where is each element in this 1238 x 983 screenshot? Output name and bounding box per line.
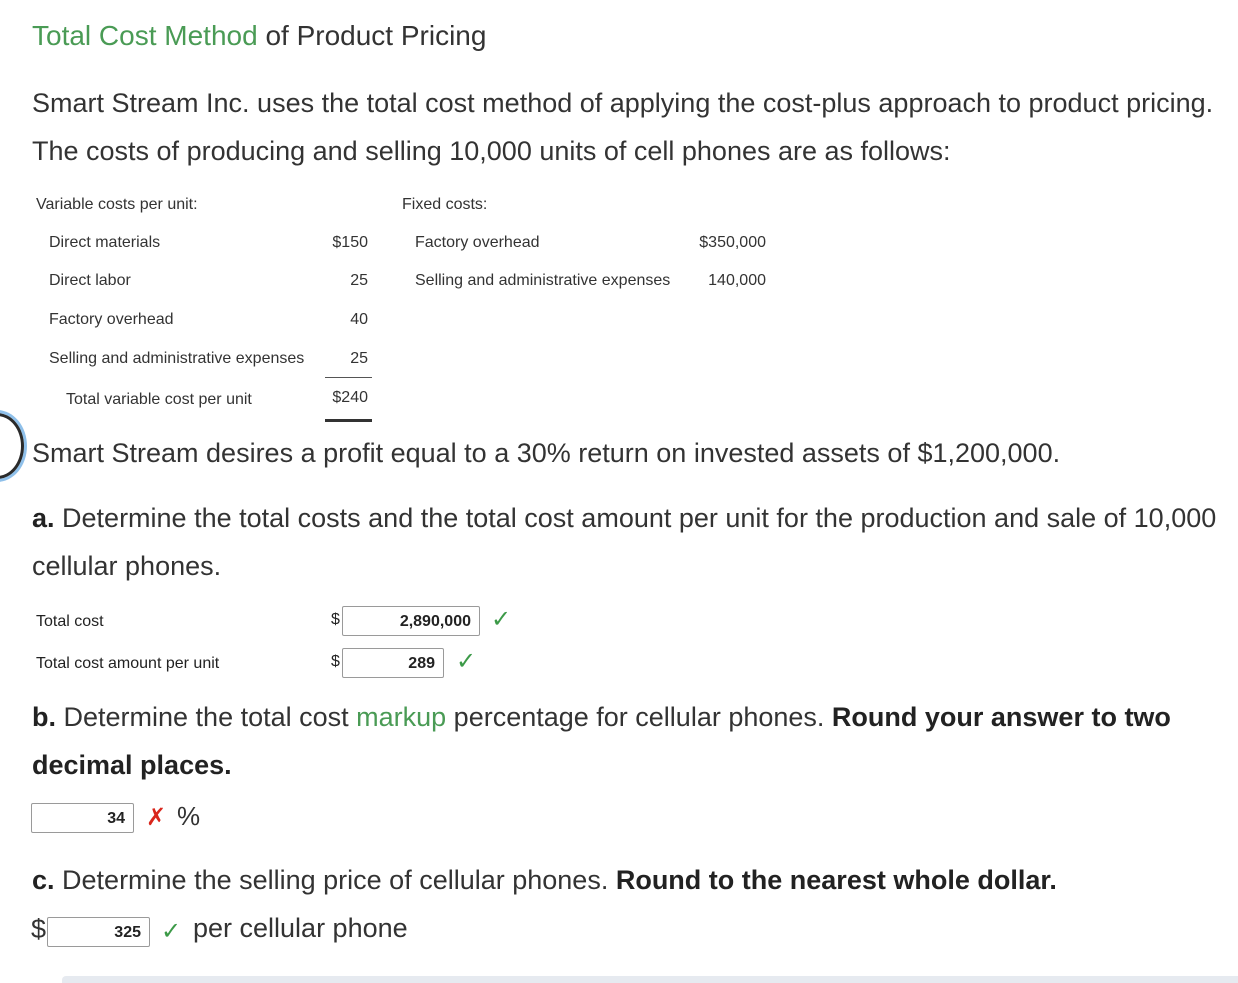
side-tab-handle[interactable]: [0, 413, 24, 479]
title-highlight: Total Cost Method: [32, 20, 258, 51]
cost-per-unit-label: Total cost amount per unit: [36, 655, 220, 672]
page-title: [32, 18, 486, 54]
variable-row-value: 40: [350, 311, 368, 328]
variable-total-value: $240: [332, 389, 368, 406]
variable-row-label: Direct materials: [49, 234, 161, 251]
cost-per-unit-input[interactable]: 289: [342, 648, 444, 678]
part-a-text: Determine the total costs and the total cost amount per unit for the production and sale of 10,000 cellular phones.: [32, 503, 1217, 581]
check-icon: ✓: [456, 648, 477, 675]
variable-total-label: Total variable cost per unit: [66, 391, 252, 408]
markup-percentage-input[interactable]: 34: [31, 803, 134, 833]
part-c-text: Determine the selling price of cellular phones.: [54, 865, 616, 895]
currency-symbol: $: [31, 914, 47, 944]
part-c-question: [32, 856, 1222, 904]
part-c-letter: c.: [32, 865, 55, 895]
fixed-row-label: Factory overhead: [415, 234, 540, 251]
fixed-row-label: Selling and administrative expenses: [415, 272, 671, 289]
variable-row-value: 25: [350, 350, 368, 367]
fixed-row-value: 140,000: [708, 272, 766, 289]
percent-symbol: %: [177, 801, 201, 831]
total-cost-input[interactable]: 2,890,000: [342, 606, 480, 636]
bottom-panel-edge: [62, 976, 1238, 983]
variable-row-label: Direct labor: [49, 272, 131, 289]
part-b-question: [32, 693, 1222, 789]
check-icon: ✓: [161, 918, 182, 945]
intro-paragraph: Smart Stream Inc. uses the total cost method of applying the cost-plus approach to product pricing. The costs of producing and selling 10,000 units of cell phones are as follows:: [32, 88, 1214, 166]
fixed-row-value: $350,000: [699, 234, 766, 251]
cross-icon: ✗: [146, 804, 167, 831]
variable-row-label: Factory overhead: [49, 311, 174, 328]
part-c-instruction: Round to the nearest whole dollar.: [615, 865, 1057, 895]
variable-row-value: 25: [350, 272, 368, 289]
total-double-rule: [325, 419, 372, 422]
check-icon: ✓: [491, 606, 512, 633]
part-b-instruction: Round your answer to two decimal places.: [32, 702, 1171, 780]
per-unit-text: per cellular phone: [193, 913, 408, 943]
part-a-question: [32, 494, 1222, 590]
profit-paragraph: Smart Stream desires a profit equal to a 30% return on invested assets of $1,200,000.: [32, 438, 1061, 468]
title-rest: of Product Pricing: [257, 20, 487, 51]
variable-costs-header: Variable costs per unit:: [36, 196, 198, 213]
part-b-text-2: percentage for cellular phones.: [446, 702, 832, 732]
part-a-letter: a.: [32, 503, 55, 533]
total-cost-label: Total cost: [36, 613, 104, 630]
markup-link[interactable]: markup: [356, 702, 447, 732]
subtotal-rule: [325, 377, 372, 378]
variable-row-label: Selling and administrative expenses: [49, 350, 305, 367]
fixed-costs-header: Fixed costs:: [402, 196, 488, 213]
currency-symbol: $: [331, 611, 340, 628]
part-b-text-1: Determine the total cost: [56, 702, 357, 732]
currency-symbol: $: [331, 653, 340, 670]
part-b-letter: b.: [32, 702, 56, 732]
selling-price-input[interactable]: 325: [47, 917, 150, 947]
variable-row-value: $150: [332, 234, 368, 251]
